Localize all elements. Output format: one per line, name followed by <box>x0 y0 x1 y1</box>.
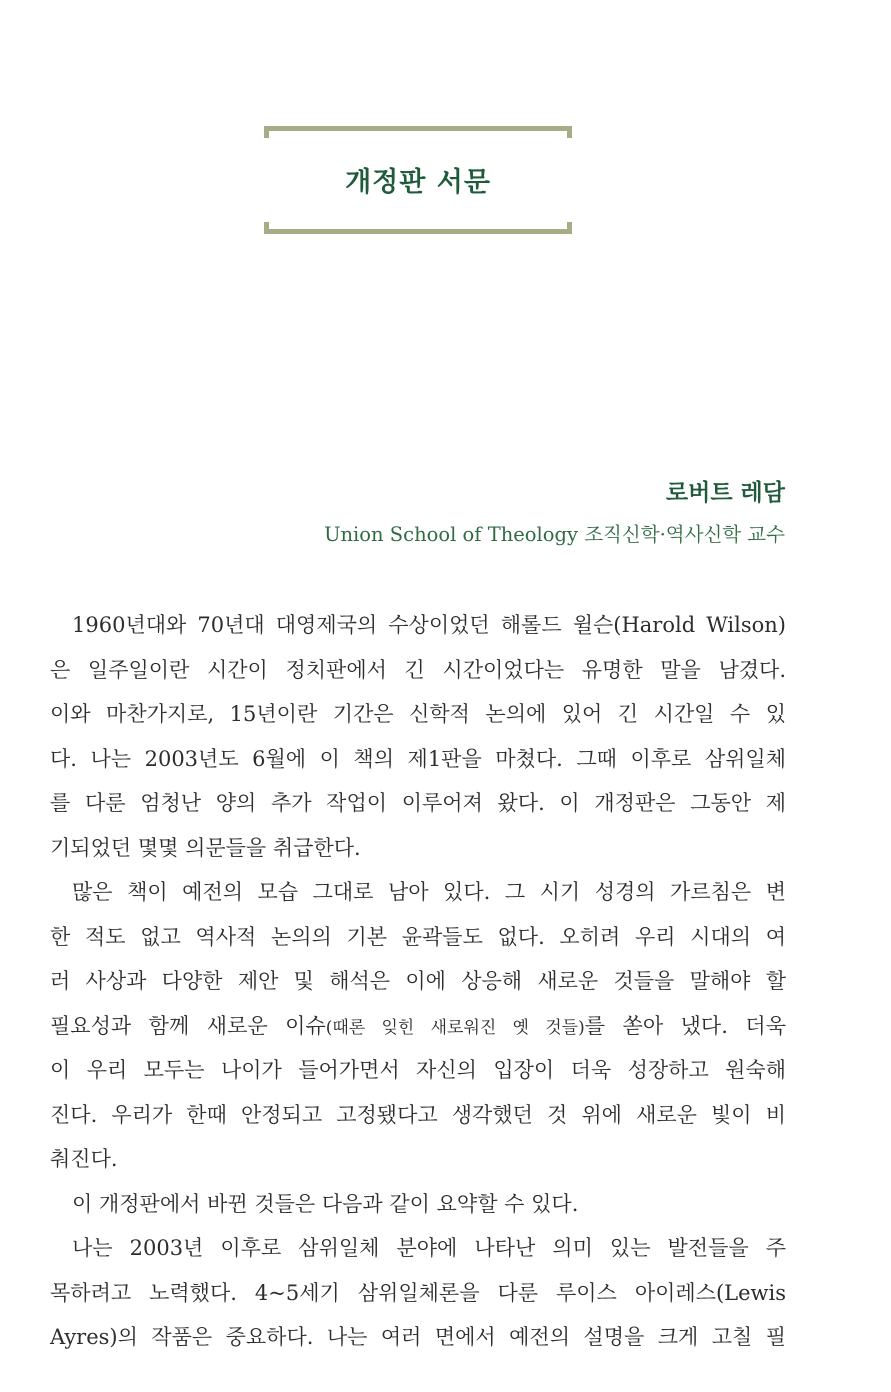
preface-body <box>50 603 786 1360</box>
text-line: 1960년대와 70년대 대영제국의 수상이었던 해롤드 윌슨(Harold Wilson) <box>72 613 786 637</box>
text-line: 한 적도 없고 역사적 논의의 기본 윤곽들도 없다. 오히려 우리 시대의 여 <box>50 924 786 949</box>
author-affiliation: Union School of Theology 조직신학·역사신학 교수 <box>324 523 785 546</box>
text-line: 기되었던 몇몇 의문들을 취급한다. <box>50 835 361 860</box>
text-line: 춰진다. <box>50 1147 118 1171</box>
text-line: 은 일주일이란 시간이 정치판에서 긴 시간이었다는 유명한 말을 남겼다. <box>50 657 786 682</box>
text-line: 이 개정판에서 바뀐 것들은 다음과 같이 요약할 수 있다. <box>72 1191 579 1216</box>
text-line: 를 다룬 엄청난 양의 추가 작업이 이루어져 왔다. 이 개정판은 그동안 제 <box>50 791 786 815</box>
text-line: Ayres)의 작품은 중요하다. 나는 여러 면에서 예전의 설명을 크게 고칠 필 <box>50 1325 786 1349</box>
text-line: 목하려고 노력했다. 4~5세기 삼위일체론을 다룬 루이스 아이레스(Lewis <box>50 1280 786 1305</box>
text-line: 러 사상과 다양한 제안 및 해석은 이에 상응해 새로운 것들을 말해야 할 <box>50 969 786 993</box>
text-line: 진다. 우리가 한때 안정되고 고정됐다고 생각했던 것 위에 새로운 빛이 비 <box>50 1102 786 1127</box>
parenthetical-note: (때론 잊힌 새로워진 옛 것들) <box>325 1017 585 1038</box>
text-segment: 를 쏟아 냈다. 더욱 <box>584 1013 786 1038</box>
chapter-title: 개정판 서문 <box>345 167 491 198</box>
title-bracket-top <box>264 126 572 138</box>
text-line: 이와 마찬가지로, 15년이란 기간은 신학적 논의에 있어 긴 시간일 수 있 <box>50 702 786 726</box>
text-line: 나는 2003년 이후로 삼위일체 분야에 나타난 의미 있는 발전들을 주 <box>72 1236 786 1260</box>
title-bracket-bottom <box>264 222 572 234</box>
text-line: 다. 나는 2003년도 6월에 이 책의 제1판을 마쳤다. 그때 이후로 삼위일체 <box>50 746 786 771</box>
text-line: 이 우리 모두는 나이가 들어가면서 자신의 입장이 더욱 성장하고 원숙해 <box>50 1058 786 1082</box>
text-segment: 필요성과 함께 새로운 이슈 <box>50 1013 326 1038</box>
text-line: 많은 책이 예전의 모습 그대로 남아 있다. 그 시기 성경의 가르침은 변 <box>72 880 786 904</box>
chapter-title-frame <box>264 126 572 234</box>
author-name: 로버트 레담 <box>665 480 785 506</box>
text-line <box>50 1004 786 1049</box>
